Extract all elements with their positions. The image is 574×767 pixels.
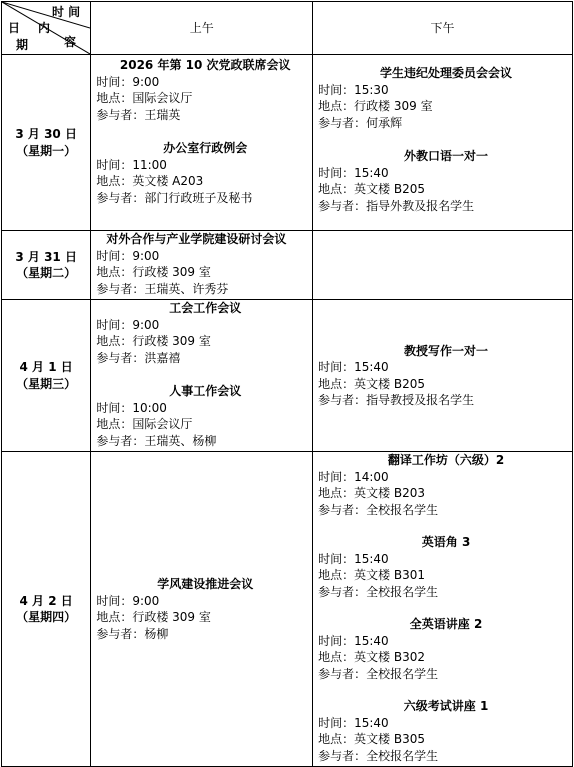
event-participants: 参与者：全校报名学生: [318, 584, 439, 599]
event-time: 时间：9:00: [96, 317, 160, 332]
event-time: 时间：15:30: [318, 82, 389, 97]
date-label: 4 月 1 日: [19, 360, 73, 374]
header-morning: 上午: [91, 2, 313, 55]
event-title: 教授写作一对一: [404, 343, 489, 358]
corner-date-label-b: 期: [16, 38, 29, 52]
event-title: 英语角 3: [421, 535, 471, 549]
corner-time-label: 时 间: [52, 5, 81, 19]
event-participants: 参与者：王瑞英、许秀芬: [96, 281, 229, 296]
date-cell: [2, 452, 91, 767]
event-title: 人事工作会议: [169, 384, 242, 398]
morning-cell: [91, 300, 313, 452]
date-label: 3 月 30 日: [15, 127, 77, 141]
event-time: 时间：15:40: [318, 715, 389, 730]
morning-cell: [91, 55, 313, 231]
corner-content-label-a: 内: [38, 21, 51, 35]
event-participants: 参与者：全校报名学生: [318, 748, 439, 763]
event-time: 时间：15:40: [318, 165, 389, 180]
event-participants: 参与者：杨柳: [96, 626, 169, 641]
event-title: 外教口语一对一: [404, 149, 489, 163]
event-place: 地点：英文楼 B205: [318, 376, 426, 391]
event-time: 时间：9:00: [96, 593, 160, 608]
event-participants: 参与者：何承辉: [318, 115, 403, 130]
weekday-label: （星期二）: [16, 266, 77, 280]
event-participants: 参与者：部门行政班子及秘书: [96, 190, 253, 205]
weekday-label: （星期一）: [16, 143, 77, 158]
date-cell: [2, 300, 91, 452]
header-row: [2, 2, 573, 55]
event-time: 时间：9:00: [96, 74, 160, 89]
event-participants: 参与者：指导外教及报名学生: [318, 198, 475, 213]
day-row-apr2: [2, 452, 573, 767]
event-place: 地点：国际会议厅: [96, 417, 193, 431]
day-row-mar31: [2, 231, 573, 300]
event-title: 2026 年第 10 次党政联席会议: [119, 58, 291, 72]
event-time: 时间：10:00: [96, 400, 167, 415]
day-row-apr1: [2, 300, 573, 452]
event-title: 全英语讲座 2: [409, 617, 483, 631]
event-participants: 参与者：王瑞英: [96, 107, 181, 122]
weekday-label: （星期四）: [16, 610, 77, 624]
date-cell: [2, 231, 91, 300]
event-place: 地点：行政楼 309 室: [318, 99, 433, 113]
date-label: 4 月 2 日: [19, 593, 73, 608]
event-place: 地点：英文楼 A203: [96, 174, 204, 188]
date-cell: [2, 55, 91, 231]
event-place: 地点：英文楼 B305: [318, 732, 426, 746]
event-participants: 参与者：全校报名学生: [318, 502, 439, 517]
event-place: 地点：英文楼 B203: [318, 486, 426, 500]
event-participants: 参与者：王瑞英、杨柳: [96, 433, 217, 448]
event-time: 时间：15:40: [318, 551, 389, 566]
event-title: 学风建设推进会议: [157, 577, 254, 591]
event-title: 办公室行政例会: [163, 141, 248, 155]
event-time: 时间：15:40: [318, 360, 389, 374]
event-place: 地点：英文楼 B205: [318, 182, 426, 196]
event-time: 时间：9:00: [96, 248, 160, 263]
day-row-mar30: [2, 55, 573, 231]
afternoon-cell: [313, 300, 573, 452]
corner-content-label-b: 容: [64, 35, 77, 49]
event-place: 地点：行政楼 309 室: [96, 265, 211, 279]
event-place: 地点：英文楼 B301: [318, 568, 426, 582]
event-participants: 参与者：全校报名学生: [318, 666, 439, 681]
event-title: 六级考试讲座 1: [403, 699, 489, 713]
afternoon-cell: [313, 231, 573, 300]
date-label: 3 月 31 日: [15, 249, 77, 264]
event-time: 时间：11:00: [96, 157, 167, 172]
morning-cell: [91, 231, 313, 300]
event-title: 对外合作与产业学院建设研讨会议: [106, 232, 287, 246]
event-time: 时间：15:40: [318, 633, 389, 648]
event-title: 翻译工作坊（六级）2: [387, 453, 505, 467]
schedule-table: [1, 1, 573, 767]
event-participants: 参与者：指导教授及报名学生: [318, 393, 475, 407]
event-place: 地点：国际会议厅: [96, 91, 193, 105]
afternoon-cell: [313, 452, 573, 767]
morning-cell: [91, 452, 313, 767]
event-participants: 参与者：洪嘉禧: [96, 350, 181, 365]
event-title: 学生违纪处理委员会会议: [380, 66, 513, 80]
corner-cell: [2, 2, 91, 55]
event-time: 时间：14:00: [318, 469, 389, 484]
event-title: 工会工作会议: [169, 301, 242, 315]
weekday-label: （星期三）: [16, 376, 77, 391]
event-place: 地点：英文楼 B302: [318, 650, 426, 664]
event-place: 地点：行政楼 309 室: [96, 334, 211, 348]
corner-date-label-a: 日: [8, 21, 21, 35]
event-place: 地点：行政楼 309 室: [96, 610, 211, 624]
afternoon-cell: [313, 55, 573, 231]
header-afternoon: 下午: [313, 2, 573, 55]
